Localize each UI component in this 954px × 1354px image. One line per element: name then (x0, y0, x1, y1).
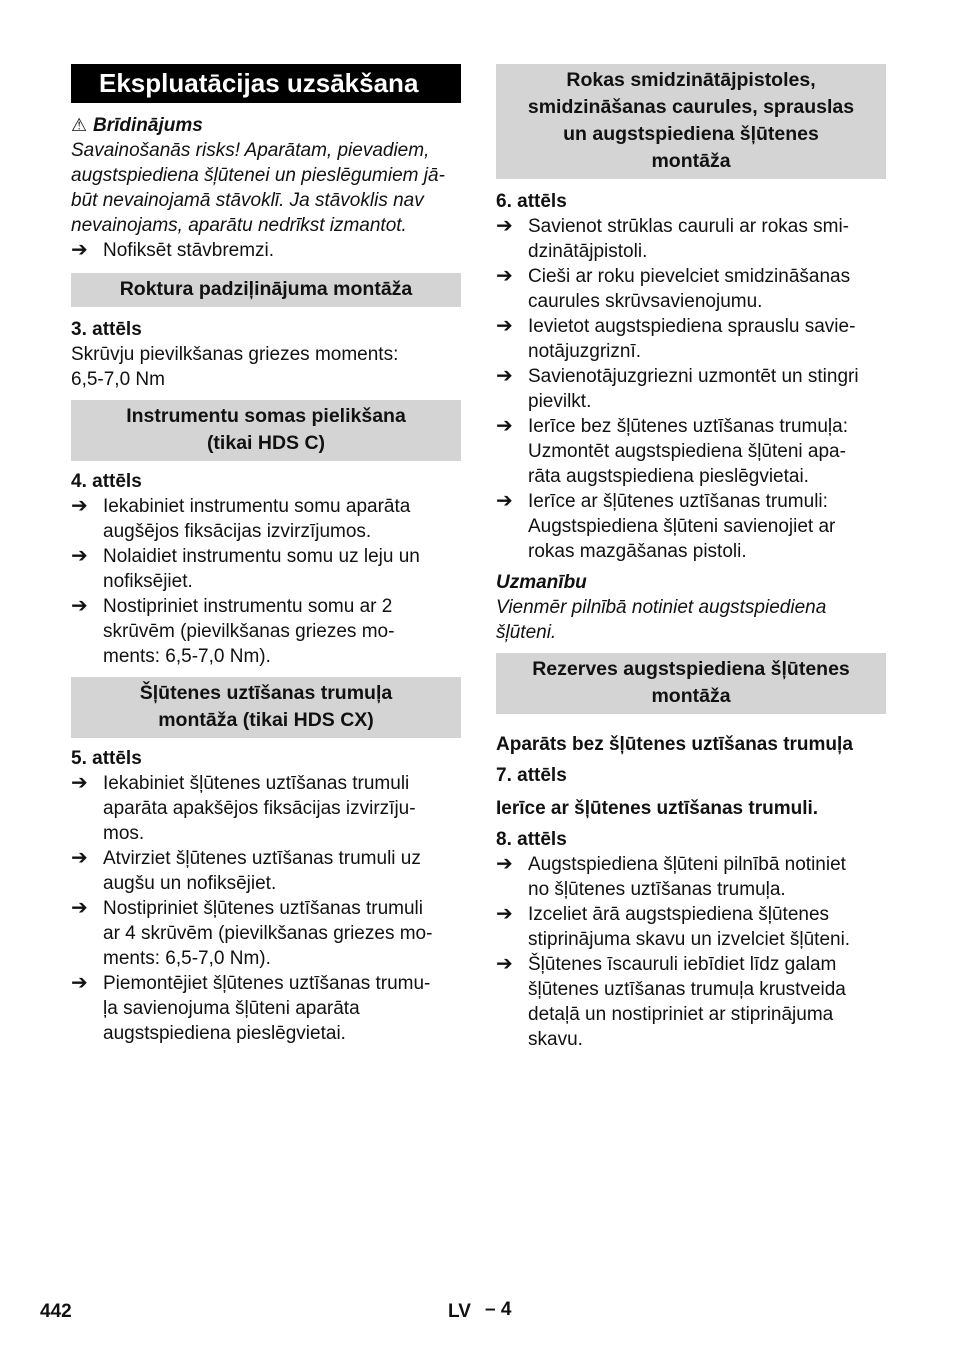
step-list-item: ➔ Šļūtenes īscauruli iebīdiet līdz galam šļūtenes uztīšanas trumuļa krustveida detaļā un nostipriniet ar stiprinājuma skavu. (496, 953, 846, 1050)
figure-ref-4: 4. attēls (71, 471, 142, 492)
step-list-item: ➔ Ievietot augstspiediena sprauslu savie- notājuzgriznī. (496, 315, 856, 362)
section-page-number: – 4 (485, 1299, 512, 1320)
step-list-item: ➔ Nolaidiet instrumentu somu uz leju un nofiksējiet. (71, 545, 420, 592)
section-heading-spare-hose: Rezerves augstspiediena šļūtenes montāža (496, 653, 886, 714)
page-footer (40, 1297, 920, 1325)
step-list-item: ➔ Savienot strūklas cauruli ar rokas smi- dzinātājpistoli. (496, 215, 849, 262)
step-list-item: ➔ Piemontējiet šļūtenes uztīšanas trumu- ļa savienojuma šļūteni aparāta augstspiediena pieslēgvietai. (71, 972, 431, 1044)
arrow-right-icon: ➔ (71, 897, 88, 919)
figure-ref-5: 5. attēls (71, 748, 142, 769)
arrow-right-icon: ➔ (71, 545, 88, 567)
arrow-right-icon: ➔ (496, 265, 513, 287)
step-list-item: ➔ Ierīce ar šļūtenes uztīšanas trumuli: Augstspiediena šļūteni savienojiet ar rokas mazgāšanas pistoli. (496, 490, 836, 562)
right-column (496, 64, 886, 1052)
arrow-right-icon: ➔ (496, 315, 513, 337)
section-heading-tool-bag: Instrumentu somas pielikšana (tikai HDS C) (71, 400, 461, 461)
step-list-item: ➔ Atvirziet šļūtenes uztīšanas trumuli uz augšu un nofiksējiet. (71, 847, 421, 894)
warning-text: Savainošanās risks! Aparātam, pievadiem, augstspiediena šļūtenei un pieslēgumiem jā- būt nevainojamā stāvoklī. Ja stāvoklis nav nevainojams, aparātu nedrīkst izmantot. (71, 140, 445, 236)
step-list-item: ➔ Ierīce bez šļūtenes uztīšanas trumuļa: Uzmontēt augstspiediena šļūteni apa- rāta augstspiediena pieslēgvietai. (496, 415, 848, 487)
arrow-right-icon: ➔ (71, 239, 88, 261)
arrow-right-icon: ➔ (496, 215, 513, 237)
section-heading-hose-reel: Šļūtenes uztīšanas trumuļa montāža (tikai HDS CX) (71, 677, 461, 738)
figure-ref-6: 6. attēls (496, 191, 567, 212)
arrow-right-icon: ➔ (71, 772, 88, 794)
figure-ref-3: 3. attēls (71, 319, 142, 340)
figure-ref-7: 7. attēls (496, 765, 567, 786)
page-number: 442 (40, 1301, 72, 1322)
left-column (71, 64, 461, 1046)
arrow-right-icon: ➔ (496, 853, 513, 875)
step-list-item: ➔ Iekabiniet šļūtenes uztīšanas trumuli aparāta apakšējos fiksācijas izvirzīju- mos. (71, 772, 416, 844)
step-list-item: ➔ Nostipriniet šļūtenes uztīšanas trumuli ar 4 skrūvēm (pievilkšanas griezes mo- ments: 6,5-7,0 Nm). (71, 897, 433, 969)
section-heading-handle-recess: Roktura padziļinājuma montāža (71, 273, 461, 307)
section-heading-spray-gun: Rokas smidzinātājpistoles, smidzināšanas caurules, sprauslas un augstspiediena šļūtenes montāža (496, 64, 886, 179)
step-list-item: ➔ Izceliet ārā augstspiediena šļūtenes stiprinājuma skavu un izvelciet šļūteni. (496, 903, 851, 950)
arrow-right-icon: ➔ (496, 953, 513, 975)
arrow-right-icon: ➔ (71, 972, 88, 994)
step-list-item: ➔ Augstspiediena šļūteni pilnībā notiniet no šļūtenes uztīšanas trumuļa. (496, 853, 846, 900)
warning-heading: ⚠ Brīdinājums (71, 115, 203, 136)
arrow-right-icon: ➔ (496, 415, 513, 437)
subheading-with-reel: Ierīce ar šļūtenes uztīšanas trumuli. (496, 798, 819, 819)
warning-triangle-icon: ⚠ (71, 115, 88, 135)
step-list-item: ➔ Savienotājuzgriezni uzmontēt un stingri pievilkt. (496, 365, 859, 412)
step-list-item: ➔ Nostipriniet instrumentu somu ar 2 skrūvēm (pievilkšanas griezes mo- ments: 6,5-7,0 Nm). (71, 595, 395, 667)
arrow-right-icon: ➔ (71, 595, 88, 617)
caution-text: Vienmēr pilnībā notiniet augstspiediena šļūteni. (496, 597, 827, 643)
torque-text: Skrūvju pievilkšanas griezes moments: 6,5-7,0 Nm (71, 344, 399, 390)
language-code: LV (448, 1301, 471, 1322)
step-list-item: ➔ Cieši ar roku pievelciet smidzināšanas caurules skrūvsavienojumu. (496, 265, 851, 312)
arrow-right-icon: ➔ (496, 490, 513, 512)
caution-heading: Uzmanību (496, 572, 587, 593)
step-parking-brake: ➔ Nofiksēt stāvbremzi. (71, 239, 275, 261)
figure-ref-8: 8. attēls (496, 829, 567, 850)
arrow-right-icon: ➔ (71, 847, 88, 869)
arrow-right-icon: ➔ (496, 903, 513, 925)
arrow-right-icon: ➔ (71, 495, 88, 517)
step-list-item: ➔ Iekabiniet instrumentu somu aparāta augšējos fiksācijas izvirzījumos. (71, 495, 411, 542)
subheading-without-reel: Aparāts bez šļūtenes uztīšanas trumuļa (496, 734, 853, 755)
arrow-right-icon: ➔ (496, 365, 513, 387)
page-title: Ekspluatācijas uzsākšana (71, 64, 461, 103)
